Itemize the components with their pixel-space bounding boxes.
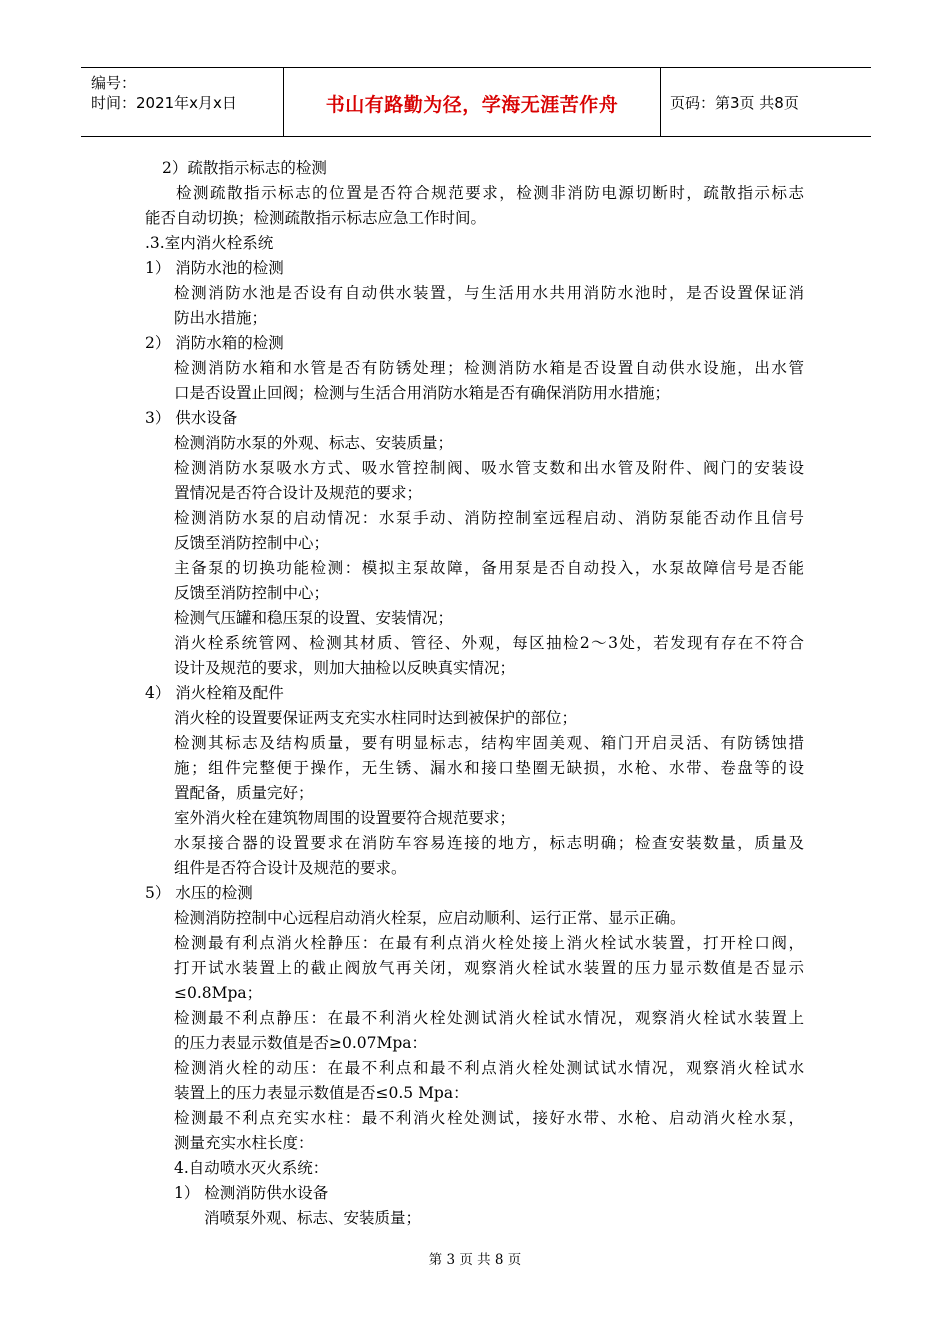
- text-line: 能否自动切换；检测疏散指示标志应急工作时间。: [145, 209, 487, 227]
- text-line: 置情况是否符合设计及规范的要求；: [174, 484, 423, 502]
- text-line: 检测最不利点静压：在最不利消火栓处测试消火栓试水情况，观察消火栓试水装置上: [174, 1009, 804, 1027]
- subsection-heading: 1） 检测消防供水设备: [174, 1184, 329, 1202]
- text-line: 室外消火栓在建筑物周围的设置要符合规范要求；: [174, 809, 516, 827]
- text-line: 检测消防水泵吸水方式、吸水管控制阀、吸水管支数和出水管及附件、阀门的安装设: [174, 459, 804, 477]
- subsection-heading: 3） 供水设备: [145, 409, 238, 427]
- text-line: 测量充实水柱长度：: [174, 1134, 314, 1152]
- subsection-heading: 4） 消火栓箱及配件: [145, 684, 284, 702]
- text-line: 检测其标志及结构质量，要有明显标志，结构牢固美观、箱门开启灵活、有防锈蚀措: [174, 734, 804, 752]
- text-line: 检测消防水池是否设有自动供水装置，与生活用水共用消防水池时，是否设置保证消: [174, 284, 804, 302]
- text-line: 检测疏散指示标志的位置是否符合规范要求，检测非消防电源切断时，疏散指示标志: [176, 184, 804, 202]
- text-line: 消火栓的设置要保证两支充实水柱同时达到被保护的部位；: [174, 709, 578, 727]
- text-line: 检测消防水箱和水管是否有防锈处理；检测消防水箱是否设置自动供水设施，出水管: [174, 359, 804, 377]
- subsection-heading: 2） 消防水箱的检测: [145, 334, 284, 352]
- text-line: 消火栓系统管网、检测其材质、管径、外观，每区抽检2～3处，若发现有存在不符合: [174, 634, 804, 652]
- text-line: 消喷泵外观、标志、安装质量；: [204, 1209, 422, 1227]
- section-heading: .3.室内消火栓系统: [145, 234, 274, 252]
- date-label: 时间：2021年x月x日: [91, 94, 237, 112]
- page-number-label: 页码：第3页 共8页: [670, 94, 799, 112]
- header-info-cell: [81, 68, 283, 136]
- text-line: 施；组件完整便于操作，无生锈、漏水和接口垫圈无缺损，水枪、水带、卷盘等的设: [174, 759, 804, 777]
- text-line: 的压力表显示数值是否≥0.07Mpa：: [174, 1034, 428, 1052]
- text-line: ≤0.8Mpa；: [174, 984, 263, 1002]
- header-motto-cell: [283, 68, 661, 136]
- text-line: 检测消防水泵的外观、标志、安装质量；: [174, 434, 454, 452]
- text-line: 组件是否符合设计及规范的要求。: [174, 859, 407, 877]
- text-line: 2）疏散指示标志的检测: [162, 159, 327, 177]
- text-line: 检测最有利点消火栓静压：在最有利点消火栓处接上消火栓试水装置，打开栓口阀，: [174, 934, 804, 952]
- subsection-heading: 1） 消防水池的检测: [145, 259, 284, 277]
- text-line: 打开试水装置上的截止阀放气再关闭，观察消火栓试水装置的压力显示数值是否显示: [174, 959, 804, 977]
- doc-number-label: 编号：: [91, 74, 137, 92]
- motto-text: 书山有路勤为径，学海无涯苦作舟: [325, 94, 619, 116]
- text-line: 反馈至消防控制中心；: [174, 584, 330, 602]
- header-page-cell: [661, 68, 871, 136]
- text-line: 设计及规范的要求，则加大抽检以反映真实情况；: [174, 659, 516, 677]
- header-table: [81, 67, 871, 137]
- text-line: 检测气压罐和稳压泵的设置、安装情况；: [174, 609, 454, 627]
- page-footer: 第 3 页 共 8 页: [428, 1252, 522, 1268]
- text-line: 防出水措施；: [174, 309, 268, 327]
- text-line: 装置上的压力表显示数值是否≤0.5 Mpa：: [174, 1084, 469, 1102]
- section-heading: 4.自动喷水灭火系统：: [174, 1159, 329, 1177]
- text-line: 检测消防控制中心远程启动消火栓泵，应启动顺利、运行正常、显示正确。: [174, 909, 686, 927]
- text-line: 口是否设置止回阀；检测与生活合用消防水箱是否有确保消防用水措施；: [174, 384, 671, 402]
- text-line: 反馈至消防控制中心；: [174, 534, 330, 552]
- text-line: 检测消火栓的动压：在最不利点和最不利点消火栓处测试试水情况，观察消火栓试水: [174, 1059, 804, 1077]
- text-line: 水泵接合器的设置要求在消防车容易连接的地方，标志明确；检查安装数量，质量及: [174, 834, 804, 852]
- text-line: 置配备，质量完好；: [174, 784, 314, 802]
- text-line: 主备泵的切换功能检测：模拟主泵故障，备用泵是否自动投入，水泵故障信号是否能: [174, 559, 804, 577]
- text-line: 检测最不利点充实水柱：最不利消火栓处测试，接好水带、水枪、启动消火栓水泵，: [174, 1109, 804, 1127]
- text-line: 检测消防水泵的启动情况：水泵手动、消防控制室远程启动、消防泵能否动作且信号: [174, 509, 804, 527]
- subsection-heading: 5） 水压的检测: [145, 884, 253, 902]
